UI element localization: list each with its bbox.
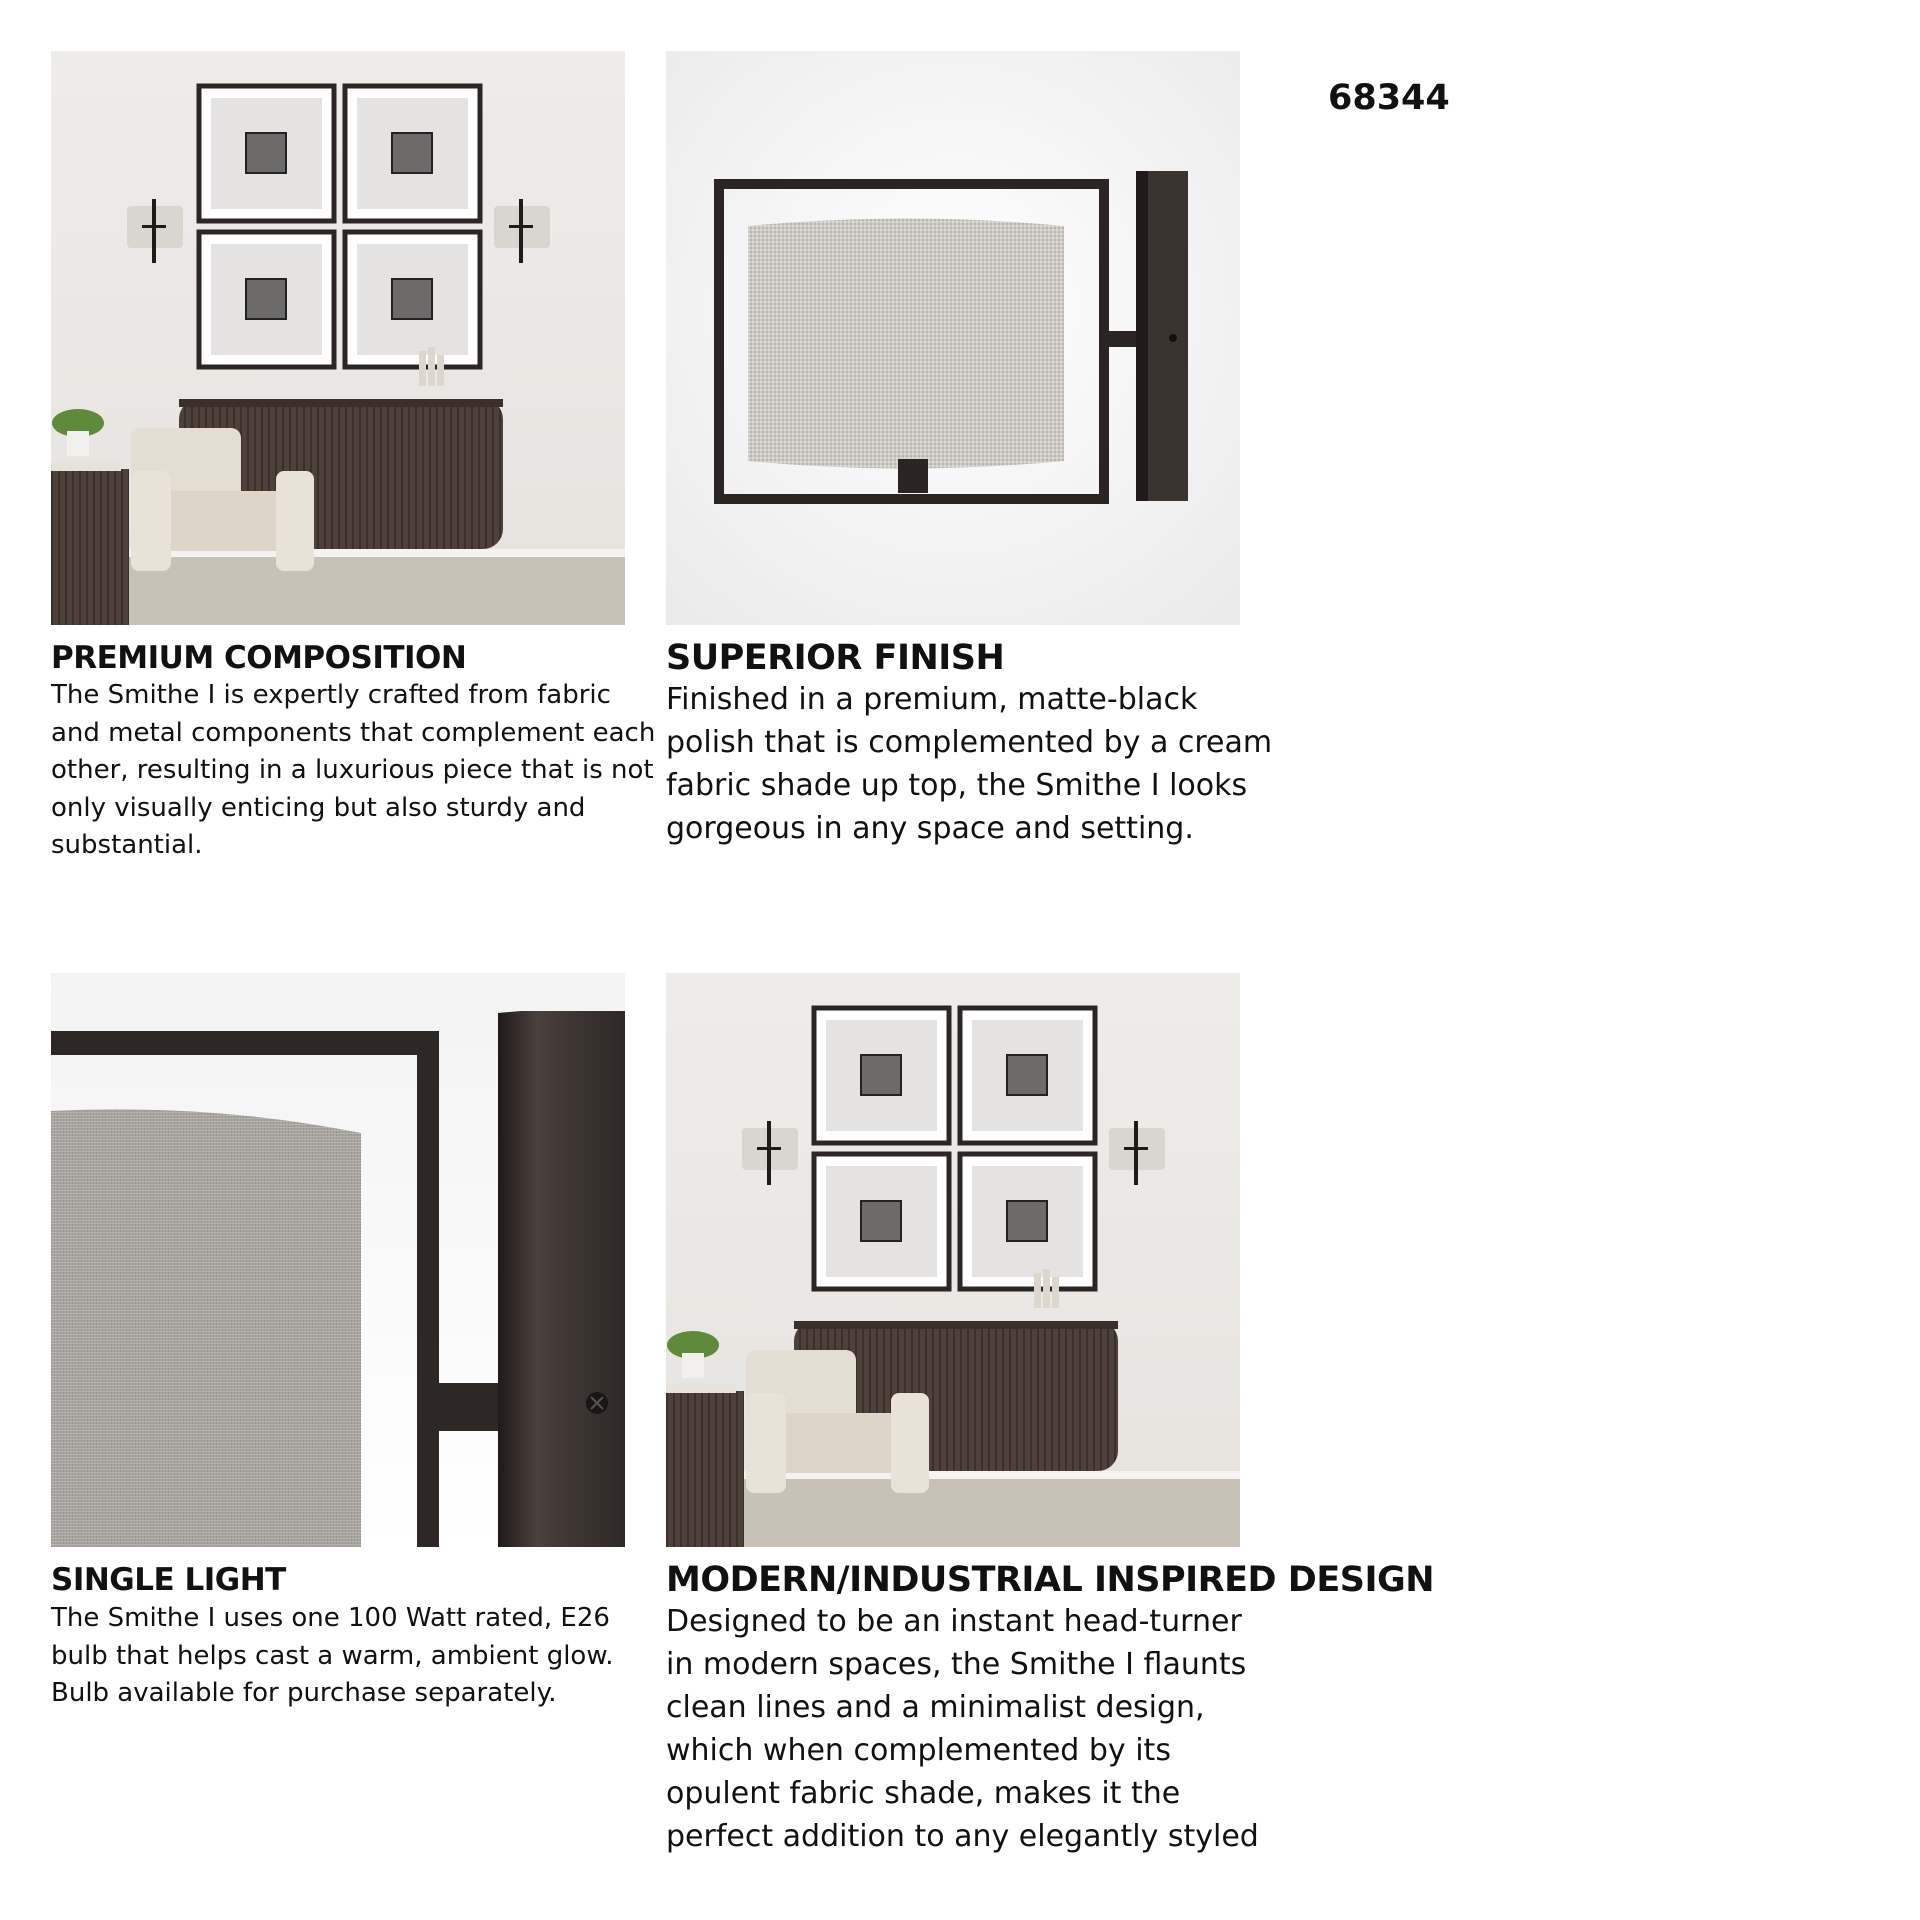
body-line: Finished in a premium, matte-black — [666, 682, 1198, 717]
body-line: clean lines and a minimalist design, — [666, 1690, 1205, 1725]
body-line: polish that is complemented by a cream — [666, 725, 1273, 760]
body-line: fabric shade up top, the Smithe I looks — [666, 768, 1248, 803]
body-line: Bulb available for purchase separately. — [51, 1678, 557, 1708]
section-body-modern-industrial-design — [666, 1600, 1259, 1858]
section-body-superior-finish — [666, 678, 1272, 850]
section-heading-single-light: SINGLE LIGHT — [51, 1562, 286, 1598]
body-line: other, resulting in a luxurious piece that is not — [51, 755, 654, 785]
sconce-product-photo — [666, 51, 1240, 625]
section-heading-premium-composition: PREMIUM COMPOSITION — [51, 640, 467, 676]
body-line: The Smithe I is expertly crafted from fabric — [51, 680, 611, 710]
body-line: which when complemented by its — [666, 1733, 1171, 1768]
body-line: gorgeous in any space and setting. — [666, 811, 1194, 846]
body-line: in modern spaces, the Smithe I flaunts — [666, 1647, 1247, 1682]
body-line: only visually enticing but also sturdy and — [51, 792, 586, 823]
section-body-single-light — [51, 1600, 613, 1713]
body-line: The Smithe I uses one 100 Watt rated, E26 — [51, 1603, 610, 1633]
room-scene-photo-2 — [666, 973, 1240, 1547]
body-line: and metal components that complement each — [51, 717, 656, 748]
section-heading-modern-industrial-design: MODERN/INDUSTRIAL INSPIRED DESIGN — [666, 1560, 1434, 1600]
body-line: Designed to be an instant head-turner — [666, 1604, 1242, 1639]
section-heading-superior-finish: SUPERIOR FINISH — [666, 638, 1005, 678]
section-body-premium-composition — [51, 677, 655, 865]
product-code: 68344 — [1328, 78, 1450, 118]
room-scene-photo — [51, 51, 625, 625]
body-line: opulent fabric shade, makes it the — [666, 1776, 1181, 1811]
body-line: bulb that helps cast a warm, ambient glow. — [51, 1640, 614, 1671]
sconce-closeup-photo — [51, 973, 625, 1547]
body-line: substantial. — [51, 830, 203, 860]
body-line: perfect addition to any elegantly styled — [666, 1819, 1259, 1854]
